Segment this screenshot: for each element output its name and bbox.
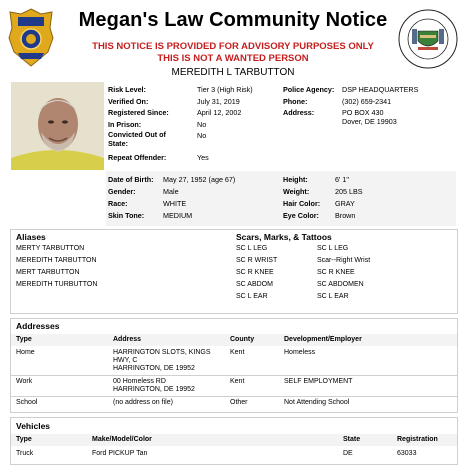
vehicle-type: Truck	[16, 450, 34, 457]
address-line: 00 Homeless RD	[113, 378, 166, 385]
physical-field	[108, 198, 278, 209]
addresses-title: Addresses	[16, 321, 60, 331]
page-title: Megan's Law Community Notice	[78, 9, 388, 31]
addr-header-type: Type	[16, 336, 32, 343]
police-label: Phone:	[283, 96, 308, 106]
scar-item: SC L LEG	[236, 245, 268, 252]
scar-item: SC R WRIST	[236, 257, 278, 264]
scars-title: Scars, Marks, & Tattoos	[236, 232, 332, 242]
scar-item: SC ABDOMEN	[317, 281, 364, 288]
veh-header-make: Make/Model/Color	[92, 436, 152, 443]
address-type: School	[16, 399, 38, 406]
address-line: HARRINGTON SLOTS, KINGS	[113, 349, 211, 356]
scar-item: SC L EAR	[236, 293, 268, 300]
advisory-warning: THIS NOTICE IS PROVIDED FOR ADVISORY PURPOSES ONLY	[92, 41, 374, 52]
address-development: SELF EMPLOYMENT	[284, 378, 353, 385]
registry-value: Tier 3 (High Risk)	[197, 85, 253, 94]
veh-header-type: Type	[16, 436, 32, 443]
addr-header-development: Development/Employer	[284, 336, 362, 343]
registry-label: Risk Level:	[108, 85, 146, 94]
addr-header-address: Address	[113, 336, 142, 343]
row-divider	[11, 375, 457, 376]
physical-label: Race:	[108, 199, 128, 208]
police-value-line2: Dover, DE 19903	[342, 116, 397, 126]
vehicle-make: Ford PICKUP Tan	[92, 450, 148, 457]
registry-label: Verified On:	[108, 96, 149, 106]
physical-value: GRAY	[335, 199, 355, 208]
address-county: Other	[230, 399, 248, 406]
registry-label: Convicted Out of State:	[108, 130, 166, 148]
physical-label: Skin Tone:	[108, 211, 145, 220]
alias-item: MERTY TARBUTTON	[16, 245, 85, 252]
state-police-badge-icon	[8, 8, 54, 68]
scar-item: SC R KNEE	[317, 269, 355, 276]
alias-item: MERT TARBUTTON	[16, 269, 80, 276]
physical-value: 205 LBS	[335, 187, 363, 196]
registry-label: Registered Since:	[108, 108, 169, 117]
physical-field	[108, 186, 278, 197]
not-wanted-warning: THIS IS NOT A WANTED PERSON	[157, 53, 309, 64]
address-line: HARRINGTON, DE 19952	[113, 365, 195, 372]
row-divider	[11, 396, 457, 397]
vehicle-registration: 63033	[397, 450, 417, 457]
veh-header-registration: Registration	[397, 436, 438, 443]
physical-label: Gender:	[108, 187, 136, 196]
vehicle-state: DE	[343, 450, 353, 457]
physical-field	[283, 198, 453, 209]
registry-value: Yes	[197, 153, 209, 162]
mugshot-image	[11, 82, 104, 170]
registry-value: July 31, 2019	[197, 96, 240, 106]
police-label: Police Agency:	[283, 85, 335, 94]
physical-value: Male	[163, 187, 179, 196]
physical-field	[283, 174, 453, 185]
physical-field	[108, 174, 278, 185]
scar-item: SC L LEG	[317, 245, 349, 252]
police-label: Address:	[283, 108, 315, 117]
offender-photo	[11, 82, 104, 170]
physical-field	[108, 210, 278, 221]
registry-label: Repeat Offender:	[108, 153, 167, 162]
physical-label: Weight:	[283, 187, 310, 196]
physical-field	[283, 210, 453, 221]
aliases-title: Aliases	[16, 232, 46, 242]
address-county: Kent	[230, 378, 245, 385]
physical-value: WHITE	[163, 199, 187, 208]
address-line: HWY, C	[113, 357, 138, 364]
registry-field	[108, 130, 278, 152]
address-development: Not Attending School	[284, 399, 350, 406]
police-value: PO BOX 430	[342, 108, 384, 117]
scar-item: SC L EAR	[317, 293, 349, 300]
address-line: (no address on file)	[113, 399, 173, 406]
state-seal-icon	[398, 9, 458, 69]
notice-header	[0, 0, 466, 78]
physical-label: Height:	[283, 175, 308, 184]
physical-label: Eye Color:	[283, 211, 319, 220]
scar-item: SC ABDOM	[236, 281, 273, 288]
physical-value: MEDIUM	[163, 211, 193, 220]
address-type: Work	[16, 378, 33, 385]
vehicles-title: Vehicles	[16, 421, 51, 431]
physical-label: Date of Birth:	[108, 175, 154, 184]
address-line: HARRINGTON, DE 19952	[113, 386, 195, 393]
physical-value: Brown	[335, 211, 356, 220]
registry-value: April 12, 2002	[197, 108, 242, 117]
physical-value: May 27, 1952 (age 67)	[163, 175, 236, 184]
address-type: Home	[16, 349, 35, 356]
scar-item: SC R KNEE	[236, 269, 274, 276]
physical-field	[283, 186, 453, 197]
police-value: (302) 659-2341	[342, 96, 392, 106]
alias-item: MEREDITH TURBUTTON	[16, 281, 98, 288]
vehicles-header-row	[11, 434, 457, 446]
scar-item: Scar--Right Wrist	[317, 257, 371, 264]
offender-name: MEREDITH L TARBUTTON	[171, 67, 295, 78]
registry-label: In Prison:	[108, 119, 142, 129]
address-county: Kent	[230, 349, 245, 356]
police-field	[283, 107, 453, 129]
address-development: Homeless	[284, 349, 316, 356]
registry-value: No	[197, 119, 207, 129]
alias-item: MEREDITH TARBUTTON	[16, 257, 97, 264]
registry-value: No	[197, 131, 207, 140]
veh-header-state: State	[343, 436, 361, 443]
physical-value: 6' 1"	[335, 175, 349, 184]
physical-label: Hair Color:	[283, 199, 321, 208]
police-value: DSP HEADQUARTERS	[342, 85, 419, 94]
addr-header-county: County	[230, 336, 255, 343]
